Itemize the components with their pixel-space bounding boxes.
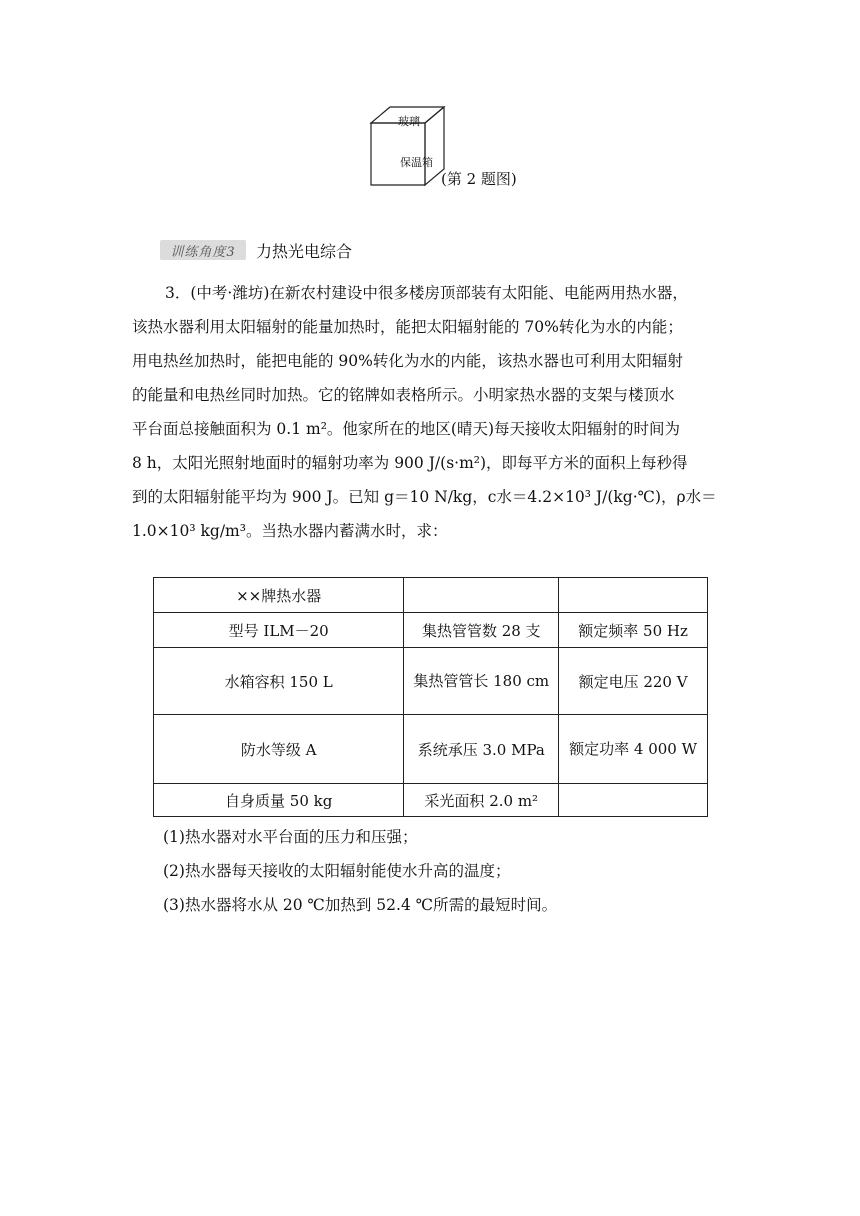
problem-text: [132, 276, 732, 548]
table-cell: 额定功率 4 000 W: [559, 715, 708, 784]
table-cell: [559, 784, 708, 817]
problem-line: 该热水器利用太阳辐射的能量加热时，能把太阳辐射能的 70%转化为水的内能；: [132, 318, 683, 336]
table-row: [154, 715, 708, 784]
problem-line: 1.0×10³ kg/m³。当热水器内蓄满水时，求：: [132, 522, 448, 540]
table-cell: 采光面积 2.0 m²: [404, 784, 559, 817]
table-row: [154, 648, 708, 715]
table-cell: 额定电压 220 V: [559, 648, 708, 715]
problem-line: 用电热丝加热时，能把电能的 90%转化为水的内能，该热水器也可利用太阳辐射: [132, 352, 683, 370]
question-3: (3)热水器将水从 20 ℃加热到 52.4 ℃所需的最短时间。: [163, 896, 558, 914]
table-cell: ××牌热水器: [154, 578, 404, 613]
table-row: [154, 578, 708, 613]
table-cell: 自身质量 50 kg: [154, 784, 404, 817]
nameplate-table: [153, 577, 708, 817]
training-angle-badge: 训练角度3: [160, 240, 246, 260]
section-heading: [160, 236, 352, 264]
table-row: [154, 784, 708, 817]
question-1: (1)热水器对水平台面的压力和压强；: [163, 828, 418, 846]
problem-line: 8 h，太阳光照射地面时的辐射功率为 900 J/(s·m²)，即每平方米的面积上每秒得: [132, 454, 688, 472]
table-cell: [404, 578, 559, 613]
figure-label-box: 保温箱: [400, 156, 433, 169]
table-cell: 集热管管长 180 cm: [404, 648, 559, 715]
table-cell: 型号 ILM－20: [154, 613, 404, 648]
problem-line: 3．(中考·潍坊)在新农村建设中很多楼房顶部装有太阳能、电能两用热水器，: [165, 284, 688, 302]
section-title: 力热光电综合: [256, 241, 353, 261]
table-cell: 系统承压 3.0 MPa: [404, 715, 559, 784]
problem-line: 的能量和电热丝同时加热。它的铭牌如表格所示。小明家热水器的支架与楼顶水: [132, 386, 675, 404]
problem-line: 平台面总接触面积为 0.1 m²。他家所在的地区(晴天)每天接收太阳辐射的时间为: [132, 420, 681, 438]
problem-line: 到的太阳辐射能平均为 900 J。已知 g＝10 N/kg，c水＝4.2×10³ J/(kg·℃)，ρ水＝: [132, 488, 717, 506]
question-2: (2)热水器每天接收的太阳辐射能使水升高的温度；: [163, 862, 511, 880]
figure-caption: (第 2 题图): [441, 170, 517, 188]
table-cell: 水箱容积 150 L: [154, 648, 404, 715]
table-cell: 集热管管数 28 支: [404, 613, 559, 648]
table-row: [154, 613, 708, 648]
figure-label-glass: 玻璃: [398, 115, 420, 128]
table-cell: 额定频率 50 Hz: [559, 613, 708, 648]
insulation-box-figure: [368, 105, 548, 195]
table-cell: [559, 578, 708, 613]
table-cell: 防水等级 A: [154, 715, 404, 784]
